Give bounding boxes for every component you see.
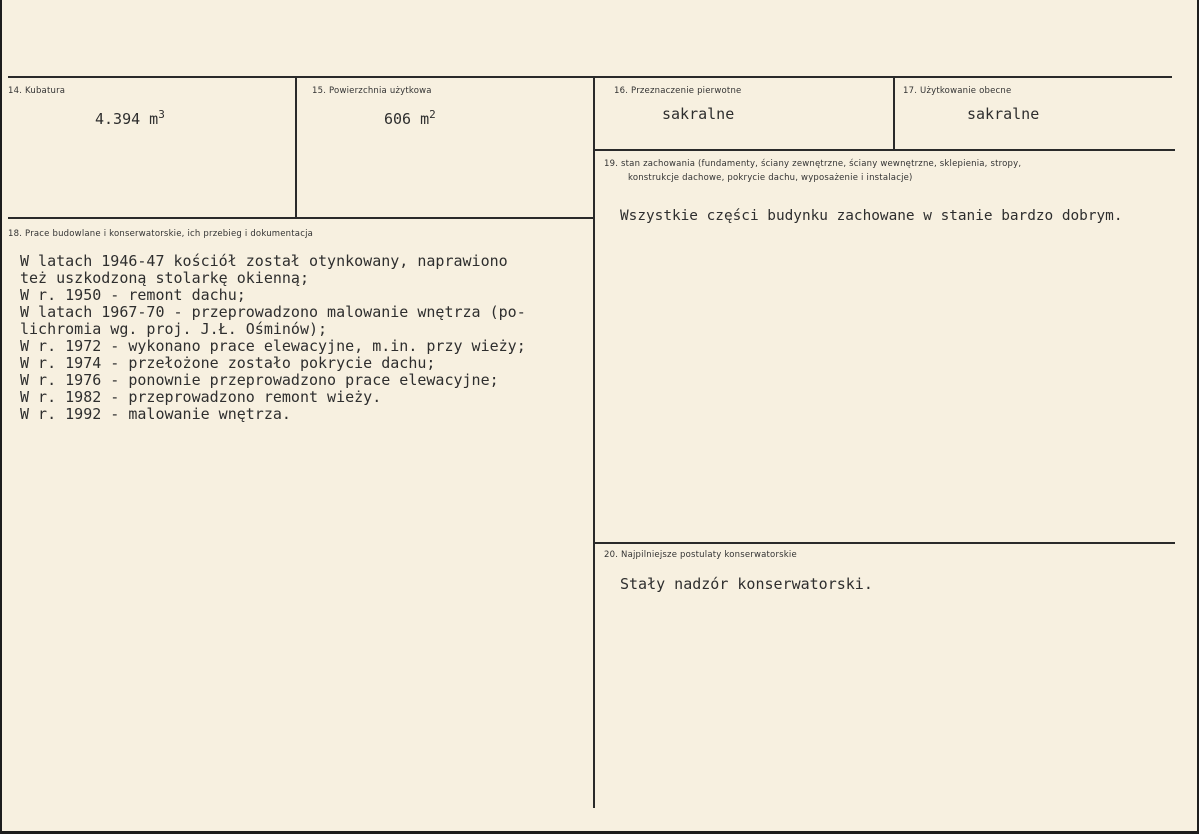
field-15-label: 15. Powierzchnia użytkowa <box>312 86 432 96</box>
field-14-value <box>95 106 165 128</box>
work-line: W r. 1992 - malowanie wnętrza. <box>20 405 291 423</box>
work-line: W r. 1950 - remont dachu; <box>20 286 246 304</box>
field-19-label-line1: 19. stan zachowania (fundamenty, ściany zewnętrzne, ściany wewnętrzne, sklepienia, stropy, <box>604 159 1022 169</box>
work-line: W r. 1982 - przeprowadzono remont wieży. <box>20 388 382 406</box>
field-14-label: 14. Kubatura <box>8 86 66 96</box>
work-line: W r. 1972 - wykonano prace elewacyjne, m.in. przy wieży; <box>20 337 526 355</box>
cubature-number: 4.394 m <box>95 110 159 128</box>
work-line: W latach 1946-47 kościół został otynkowany, naprawiono <box>20 252 508 270</box>
work-line: W r. 1976 - ponownie przeprowadzono prace elewacyjne; <box>20 371 499 389</box>
area-exponent: 2 <box>429 108 436 121</box>
field-16-value: sakralne <box>662 105 735 123</box>
field-17-label: 17. Użytkowanie obecne <box>903 86 1012 96</box>
field-18-text <box>20 253 526 423</box>
rule-under-16-17 <box>595 149 1175 151</box>
rule-divider-14-15 <box>295 76 297 218</box>
field-18-label: 18. Prace budowlane i konserwatorskie, ich przebieg i dokumentacja <box>8 229 314 239</box>
work-line: W r. 1974 - przełożone zostało pokrycie dachu; <box>20 354 436 372</box>
work-line: lichromia wg. proj. J.Ł. Ośminów); <box>20 320 328 338</box>
work-line: też uszkodzoną stolarkę okienną; <box>20 269 309 287</box>
card-edge-left <box>0 0 2 834</box>
area-number: 606 m <box>384 110 430 128</box>
work-line: W latach 1967-70 - przeprowadzono malowanie wnętrza (po- <box>20 303 526 321</box>
field-20-value: Stały nadzór konserwatorski. <box>620 575 873 593</box>
field-17-value: sakralne <box>967 105 1040 123</box>
rule-divider-16-17 <box>893 76 895 150</box>
field-19-label-line2: konstrukcje dachowe, pokrycie dachu, wyposażenie i instalacje) <box>628 173 913 183</box>
rule-above-20 <box>595 542 1175 544</box>
field-20-label: 20. Najpilniejsze postulaty konserwatorskie <box>604 550 797 560</box>
rule-divider-main <box>593 76 595 808</box>
cubature-exponent: 3 <box>158 108 165 121</box>
rule-under-14-15 <box>8 217 595 219</box>
field-19-value: Wszystkie części budynku zachowane w stanie bardzo dobrym. <box>620 208 1123 224</box>
field-15-value <box>384 106 436 128</box>
field-16-label: 16. Przeznaczenie pierwotne <box>614 86 742 96</box>
rule-top <box>8 76 1172 78</box>
